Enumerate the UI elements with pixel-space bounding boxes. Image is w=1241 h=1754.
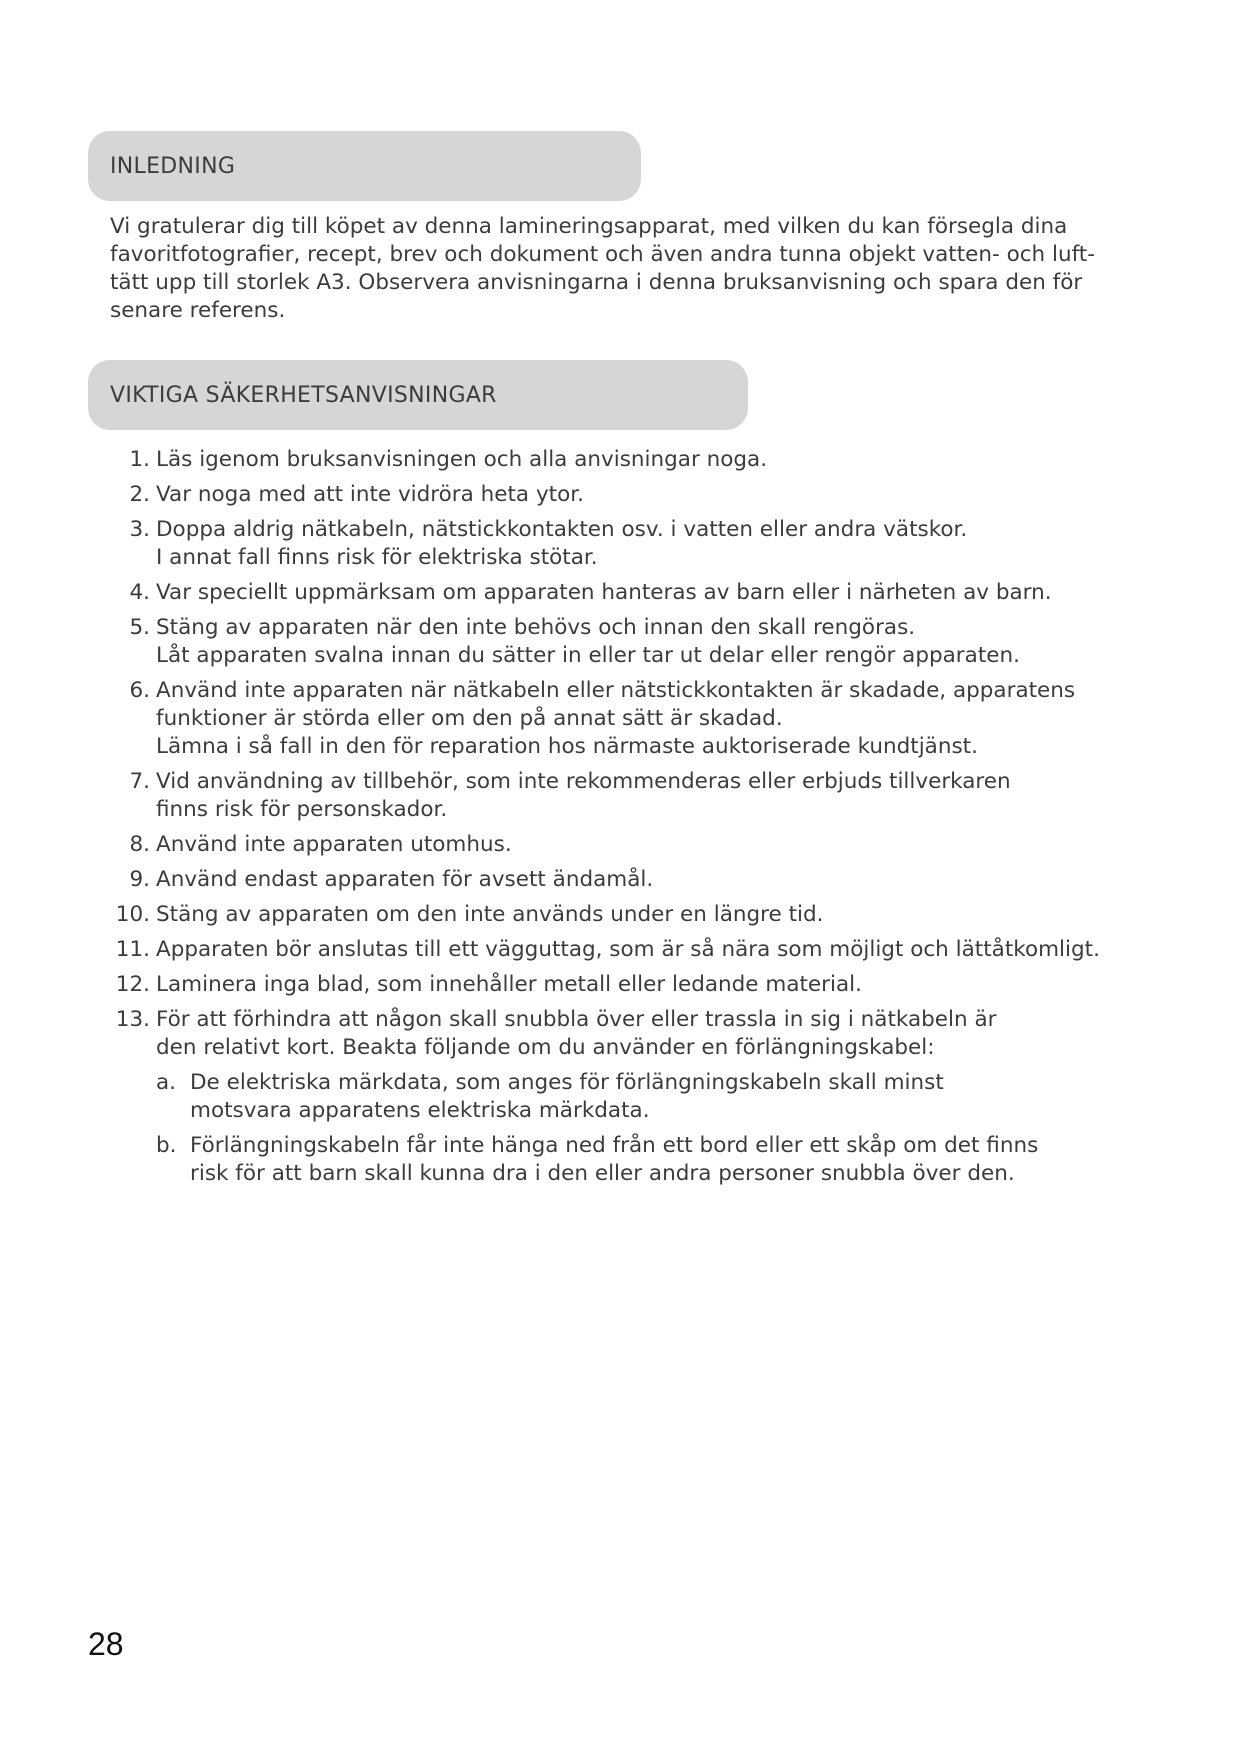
safety-item-number: 6. — [129, 678, 150, 703]
safety-item-number: 3. — [129, 517, 150, 542]
safety-item — [110, 866, 1140, 894]
safety-item-text: Läs igenom bruksanvisningen och alla anvisningar noga. — [156, 447, 768, 472]
intro-heading-text: INLEDNING — [110, 153, 236, 179]
intro-heading — [88, 131, 641, 201]
safety-subitem-text: De elektriska märkdata, som anges för förlängningskabeln skall minst — [190, 1070, 944, 1095]
intro-line: favoritfotografier, recept, brev och dokument och även andra tunna objekt vatten- och luft- — [110, 242, 1095, 267]
safety-item-text: För att förhindra att någon skall snubbla över eller trassla in sig i nätkabeln är — [156, 1007, 997, 1032]
safety-item-number: 13. — [115, 1007, 150, 1032]
safety-heading-text: VIKTIGA SÄKERHETSANVISNINGAR — [110, 382, 497, 408]
safety-item — [110, 901, 1140, 929]
safety-subitem-text: risk för att barn skall kunna dra i den eller andra personer snubbla över den. — [190, 1161, 1015, 1186]
safety-subitem-list — [156, 1069, 1140, 1188]
safety-item-text: Doppa aldrig nätkabeln, nätstickkontakten osv. i vatten eller andra vätskor. — [156, 517, 968, 542]
safety-subitem-letter: b. — [156, 1133, 177, 1158]
safety-item-text: Var noga med att inte vidröra heta ytor. — [156, 482, 584, 507]
safety-item-text: Apparaten bör anslutas till ett vägguttag, som är så nära som möjligt och lättåtkomligt. — [156, 937, 1100, 962]
safety-item — [110, 1006, 1140, 1188]
safety-item — [110, 831, 1140, 859]
safety-item-text: Låt apparaten svalna innan du sätter in eller tar ut delar eller rengör apparaten. — [156, 643, 1020, 668]
safety-subitem — [156, 1132, 1140, 1188]
safety-item — [110, 446, 1140, 474]
safety-item — [110, 936, 1140, 964]
safety-item-number: 2. — [129, 482, 150, 507]
safety-item-text: Stäng av apparaten om den inte används under en längre tid. — [156, 902, 824, 927]
safety-item — [110, 614, 1140, 670]
safety-item-number: 10. — [115, 902, 150, 927]
safety-item-number: 4. — [129, 580, 150, 605]
page-number: 28 — [88, 1626, 124, 1662]
safety-item-number: 8. — [129, 832, 150, 857]
safety-item — [110, 579, 1140, 607]
safety-subitem — [156, 1069, 1140, 1125]
safety-item-text: Använd inte apparaten när nätkabeln eller nätstickkontakten är skadade, apparatens — [156, 678, 1076, 703]
safety-item-number: 12. — [115, 972, 150, 997]
safety-item-number: 7. — [129, 769, 150, 794]
safety-item-text: finns risk för personskador. — [156, 797, 448, 822]
safety-item-text: den relativt kort. Beakta följande om du använder en förlängningskabel: — [156, 1035, 935, 1060]
intro-line: Vi gratulerar dig till köpet av denna lamineringsapparat, med vilken du kan försegla dina — [110, 214, 1068, 239]
intro-line: senare referens. — [110, 298, 286, 323]
safety-item — [110, 768, 1140, 824]
safety-item-text: Stäng av apparaten när den inte behövs och innan den skall rengöras. — [156, 615, 916, 640]
safety-instructions-list — [110, 446, 1140, 1195]
safety-subitem-letter: a. — [156, 1070, 177, 1095]
safety-item — [110, 971, 1140, 999]
safety-item-text: funktioner är störda eller om den på annat sätt är skadad. — [156, 706, 783, 731]
safety-item-text: Vid användning av tillbehör, som inte rekommenderas eller erbjuds tillverkaren — [156, 769, 1011, 794]
intro-paragraph — [110, 213, 1120, 325]
safety-item-text: I annat fall finns risk för elektriska stötar. — [156, 545, 598, 570]
safety-item-number: 5. — [129, 615, 150, 640]
intro-line: tätt upp till storlek A3. Observera anvisningarna i denna bruksanvisning och spara den för — [110, 270, 1083, 295]
safety-item-text: Lämna i så fall in den för reparation hos närmaste auktoriserade kundtjänst. — [156, 734, 978, 759]
safety-item-text: Använd inte apparaten utomhus. — [156, 832, 512, 857]
safety-item-number: 11. — [115, 937, 150, 962]
safety-item-number: 1. — [129, 447, 150, 472]
safety-item-number: 9. — [129, 867, 150, 892]
safety-subitem-text: Förlängningskabeln får inte hänga ned från ett bord eller ett skåp om det finns — [190, 1133, 1039, 1158]
safety-item — [110, 481, 1140, 509]
safety-item — [110, 677, 1140, 761]
safety-item — [110, 516, 1140, 572]
safety-subitem-text: motsvara apparatens elektriska märkdata. — [190, 1098, 650, 1123]
safety-item-text: Var speciellt uppmärksam om apparaten hanteras av barn eller i närheten av barn. — [156, 580, 1052, 605]
safety-heading — [88, 360, 748, 430]
safety-item-text: Laminera inga blad, som innehåller metall eller ledande material. — [156, 972, 862, 997]
safety-item-text: Använd endast apparaten för avsett ändamål. — [156, 867, 654, 892]
